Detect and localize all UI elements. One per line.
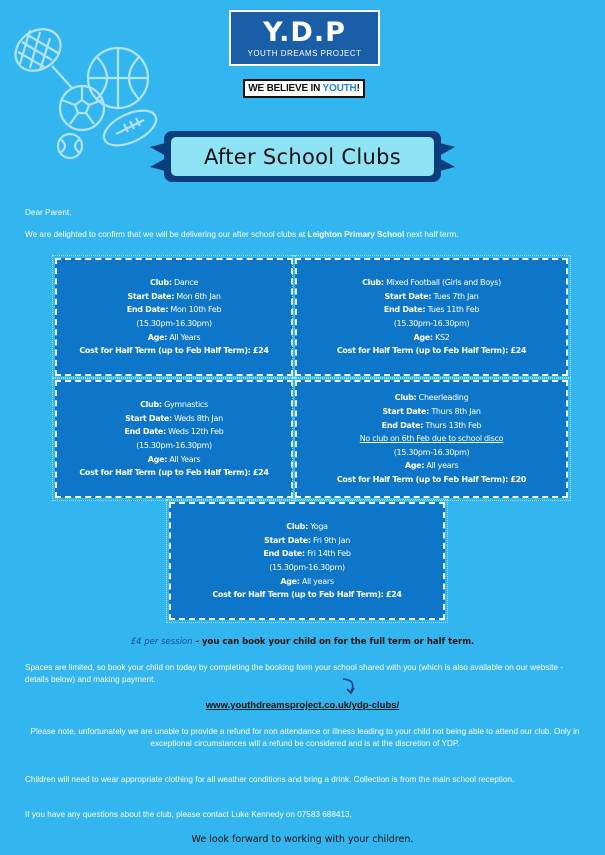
football-icon <box>60 86 104 130</box>
cost-line <box>79 344 268 358</box>
club-time: (15.30pm-16.30pm) <box>136 319 212 328</box>
end-date: Tues 11th Feb <box>427 305 480 315</box>
club-time: (15.30pm-16.30pm) <box>136 441 212 450</box>
cost-label: Cost for Half Term (up to Feb Half Term): <box>212 590 384 600</box>
age-label: Age: <box>404 461 425 471</box>
clothing-paragraph: Children will need to wear appropriate clothing for all weather conditions and bring a drink. Collection is from the main school reception. <box>25 775 515 784</box>
ydp-logo <box>229 10 380 66</box>
age-label: Age: <box>413 332 433 342</box>
cost-value: £24 <box>252 468 269 478</box>
salutation: Dear Parent, <box>25 208 72 217</box>
age-value: KS2 <box>435 332 450 342</box>
website-link[interactable]: www.youthdreamsproject.co.uk/ydp-clubs/ <box>205 700 400 711</box>
cost-label: Cost for Half Term (up to Feb Half Term): <box>79 468 251 478</box>
tennis-ball-icon <box>58 134 82 158</box>
age-line <box>280 575 333 589</box>
club-card-cheerleading <box>295 380 568 498</box>
club-label: Club: <box>286 522 308 532</box>
club-time: (15.30pm-16.30pm) <box>393 319 470 328</box>
intro-post: next half term. <box>404 230 459 239</box>
closing-line: We look forward to working with your children. <box>191 834 414 845</box>
age-label: Age: <box>147 332 168 342</box>
start-date: Fri 9th Jan <box>313 535 350 545</box>
cost-line <box>212 588 401 602</box>
end-date: Weds 12th Feb <box>168 427 224 437</box>
start-label: Start Date: <box>125 413 172 423</box>
end-date-line <box>127 303 222 317</box>
age-value: All years <box>301 576 334 586</box>
tennis-racket-icon <box>7 21 72 88</box>
club-name: Yoga <box>310 522 328 532</box>
club-name: Dance <box>174 278 198 288</box>
club-time: (15.30pm-16.30pm) <box>393 447 470 457</box>
cost-line <box>79 466 268 480</box>
tagline-highlight: YOUTH <box>322 83 357 94</box>
school-name: Leighton Primary School <box>307 230 405 239</box>
age-line <box>148 453 200 467</box>
start-date-line <box>385 290 479 304</box>
cost-label: Cost for Half Term (up to Feb Half Term): <box>336 474 509 484</box>
club-label: Club: <box>362 278 384 288</box>
end-date-line <box>382 419 482 433</box>
end-label: End Date: <box>263 549 305 559</box>
cost-label: Cost for Half Term (up to Feb Half Term): <box>336 346 509 356</box>
logo-sub-text: YOUTH DREAMS PROJECT <box>247 48 362 58</box>
club-name-line <box>286 520 328 534</box>
age-label: Age: <box>280 576 300 586</box>
spaces-paragraph: Spaces are limited, so book your child on today by completing the booking form your school shared with you (which is also available on our website - details below) and making payment. <box>25 663 563 684</box>
start-date: Mon 6th Jan <box>176 291 221 301</box>
end-date-line <box>124 425 223 439</box>
age-line <box>148 331 200 345</box>
club-time: (15.30pm-16.30pm) <box>269 563 345 572</box>
club-name: Cheerleading <box>418 393 469 403</box>
start-date-line <box>264 534 350 548</box>
age-value: All years <box>426 461 459 471</box>
club-card-yoga <box>169 502 445 620</box>
cost-value: £24 <box>252 346 269 356</box>
club-name-line <box>140 398 208 412</box>
club-name: Mixed Football (Girls and Boys) <box>386 278 501 288</box>
start-date-line <box>382 405 480 419</box>
session-price-line <box>0 637 605 647</box>
start-date: Weds 8th Jan <box>174 413 223 423</box>
refund-paragraph: Please note, unfortunately we are unable to provide a refund for non attendance or illness leading to your child not being able to attend our club. Only in exceptional circumstances will a refund be considered and is at the discretion of YDP. <box>30 727 580 748</box>
club-card-football <box>295 258 568 376</box>
page-title: After School Clubs <box>204 144 401 169</box>
session-text: - you can book your child on for the full term or half term. <box>192 637 475 647</box>
tagline-badge <box>243 79 365 98</box>
club-name-line <box>150 276 198 290</box>
session-price: £4 per session <box>130 637 193 647</box>
end-label: End Date: <box>383 305 426 315</box>
cost-line <box>337 473 526 487</box>
age-label: Age: <box>147 454 168 464</box>
intro-paragraph <box>25 229 585 241</box>
club-card-gymnastics <box>55 380 293 498</box>
tagline-pre: WE BELIEVE IN <box>248 83 323 94</box>
end-label: End Date: <box>124 427 166 437</box>
club-name: Gymnastics <box>164 400 208 410</box>
age-line <box>413 331 449 345</box>
start-label: Start Date: <box>382 407 430 417</box>
logo-main-text: Y.D.P <box>263 16 346 48</box>
end-date-line <box>384 303 479 317</box>
end-label: End Date: <box>126 305 169 315</box>
end-date: Thurs 13th Feb <box>425 420 482 430</box>
cost-value: £24 <box>385 590 402 600</box>
tagline-post: ! <box>356 83 360 94</box>
start-date: Tues 7th Jan <box>433 291 479 301</box>
club-label: Club: <box>140 400 162 410</box>
cost-value: £20 <box>510 474 527 484</box>
start-label: Start Date: <box>127 291 175 301</box>
intro-pre: We are delighted to confirm that we will be delivering our after school clubs at <box>25 230 308 239</box>
end-date: Mon 10th Feb <box>170 305 222 315</box>
age-value: All Years <box>169 332 201 342</box>
sports-balls-illustration <box>0 20 170 160</box>
end-label: End Date: <box>381 420 424 430</box>
club-note: No club on 6th Feb due to school disco <box>359 434 504 444</box>
start-label: Start Date: <box>384 291 432 301</box>
club-card-dance <box>55 258 293 376</box>
end-date-line <box>263 547 350 561</box>
end-date: Fri 14th Feb <box>307 549 351 559</box>
start-date-line <box>127 290 220 304</box>
club-name-line <box>362 276 501 290</box>
cost-label: Cost for Half Term (up to Feb Half Term): <box>79 346 251 356</box>
cost-value: £24 <box>510 346 527 356</box>
start-date-line <box>125 412 223 426</box>
curved-arrow-icon <box>339 676 361 698</box>
club-label: Club: <box>150 278 172 288</box>
title-banner <box>150 127 455 186</box>
contact-paragraph: If you have any questions about the club, please contact Luke Kennedy on 07583 688413. <box>25 810 352 819</box>
age-value: All Years <box>169 454 201 464</box>
start-date: Thurs 8th Jan <box>431 407 481 417</box>
basketball-icon <box>88 48 148 108</box>
cost-line <box>337 344 526 358</box>
start-label: Start Date: <box>264 535 311 545</box>
club-label: Club: <box>394 393 417 403</box>
age-line <box>405 459 458 473</box>
club-name-line <box>395 391 469 405</box>
